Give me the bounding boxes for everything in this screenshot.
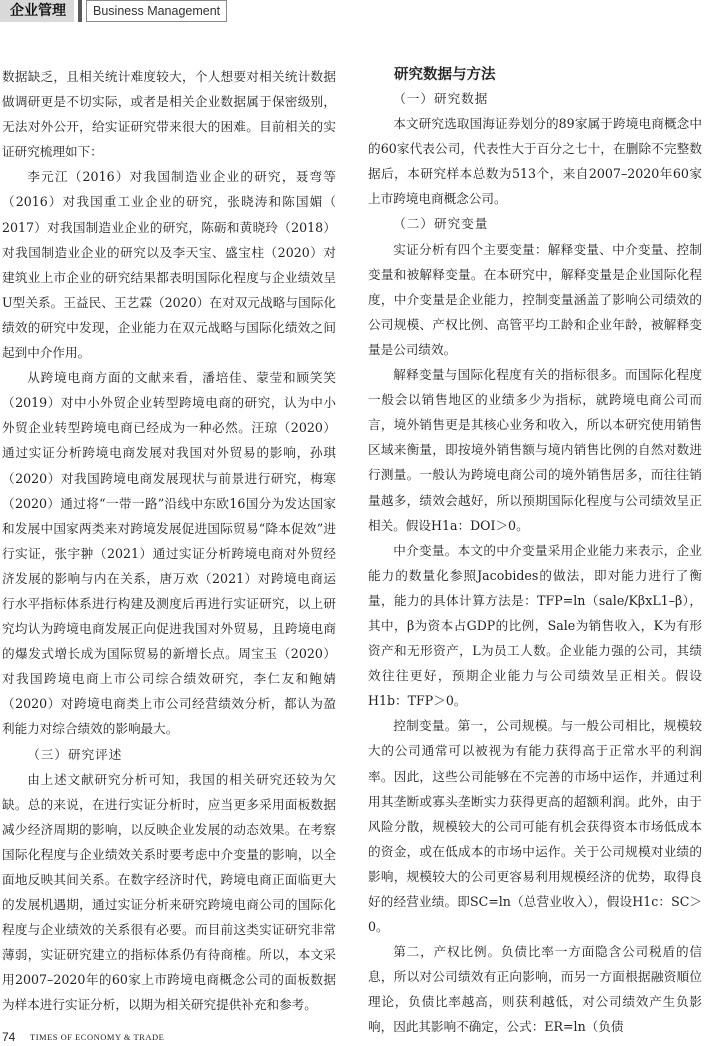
paragraph: 中介变量。本文的中介变量采用企业能力来表示，企业能力的数量化参照Jacobides的做法，即对能力进行了衡量，能力的具体计算方法是：TFP=ln（sale/KβxL1–β），其中，β为资本占GDP的比例，Sale为销售收入，K为有形资产和无形资产，L为员工人数。企业能力强的公司，其绩效往往更好，预期企业能力与公司绩效呈正相关。假设H1b：TFP＞0。 bbox=[368, 542, 702, 709]
paragraph: 数据缺乏，且相关统计难度较大，个人想要对相关统计数据做调研更是不切实际，或者是相关企业数据属于保密级别，无法对外公开，给实证研究带来很大的困难。目前相关的实证研究梳理如下： bbox=[2, 69, 336, 160]
subsection-heading: （一）研究数据 bbox=[393, 91, 489, 106]
subsection-heading: （三）研究评述 bbox=[27, 746, 123, 762]
paragraph: 从跨境电商方面的文献来看，潘培佳、蒙莹和顾笑笑（2019）对中小外贸企业转型跨境电商的研究，认为中小外贸企业转型跨境电商已经成为一种必然。汪琼（2020）通过实证分析跨境电商发展对我国对外贸易的影响，孙琪（2020）对我国跨境电商发展现状与前景进行研究，梅寒（2020）通过将“一带一路”沿线中东欧16国分为发达国家和发展中国家两类来对跨境发展促进国际贸易“降本促效”进行实证，张宇翀（2021）通过实证分析跨境电商对外贸经济发展的影响与内在关系，唐万欢（2021）对跨境电商运行水平指标体系进行构建及测度后再进行实证研究，以上研究均认为跨境电商发展正向促进我国对外贸易，且跨境电商的爆发式增长成为国际贸易的新增长点。周宝玉（2020）对我国跨境电商上市公司综合绩效研究，李仁友和鲍婧（2020）对跨境电商类上市公司经营绩效分析，都认为盈利能力对综合绩效的影响最大。 bbox=[2, 370, 336, 737]
paragraph: 实证分析有四个主要变量：解释变量、中介变量、控制变量和被解释变量。在本研究中，解释变量是企业国际化程度，中介变量是企业能力，控制变量涵盖了影响公司绩效的公司规模、产权比例、高管平均工龄和企业年龄，被解释变量是公司绩效。 bbox=[368, 241, 702, 357]
subsection-heading: （二）研究变量 bbox=[393, 216, 489, 232]
left-column bbox=[2, 64, 336, 1018]
paragraph: 李元江（2016）对我国制造业企业的研究，聂弯等（2016）对我国重工业企业的研究，张晓涛和陈国媚（ 2017）对我国制造业企业的研究，陈砺和黄晓玲（2018）对我国制造业企业的研究以及李天宝、盛宝柱（2020）对建筑业上市企业的研究结果都表明国际化程度与企业绩效呈U型关系。王益民、王艺霖（2020）在对双元战略与国际化绩效的研究中发现，企业能力在双元战略与国际化绩效之间起到中介作用。 bbox=[2, 169, 336, 361]
paragraph: 控制变量。第一，公司规模。与一般公司相比，规模较大的公司通常可以被视为有能力获得高于正常水平的利润率。因此，这些公司能够在不完善的市场中运作，并通过利用其垄断或寡头垄断实力获得更高的超额利润。此外，由于风险分散，规模较大的公司可能有机会获得资本市场低成本的资金，或在低成本的市场中运作。关于公司规模对业绩的影响，规模较大的公司更容易利用规模经济的优势，取得良好的经营业绩。即SC=ln（总营业收入），假设H1c：SC＞0。 bbox=[368, 718, 702, 935]
paragraph: 由上述文献研究分析可知，我国的相关研究还较为欠缺。总的来说，在进行实证分析时，应当更多采用面板数据减少经济周期的影响，以反映企业发展的动态效果。在考察国际化程度与企业绩效关系时要考虑中介变量的影响，以全面地反映其间关系。在数字经济时代，跨境电商正面临更大的发展机遇期，通过实证分析来研究跨境电商公司的国际化程度与企业绩效的关系很有必要。而目前这类实证研究非常薄弱，实证研究建立的指标体系仍有待商榷。所以，本文采用2007–2020年的60家上市跨境电商概念公司的面板数据为样本进行实证分析，以期为相关研究提供补充和参考。 bbox=[2, 771, 336, 1013]
page-number: 74 bbox=[2, 1030, 16, 1044]
section-english-label: Business Management bbox=[86, 0, 227, 22]
paragraph: 本文研究选取国海证券划分的89家属于跨境电商概念中的60家代表公司，代表性大于百分之七十，在删除不完整数据后，本研究样本总数为513个，来自2007–2020年60家上市跨境电商概念公司。 bbox=[368, 116, 702, 207]
right-column bbox=[368, 64, 702, 1040]
section-tag: 企业管理 bbox=[0, 0, 74, 22]
paragraph: 解释变量与国际化程度有关的指标很多。而国际化程度一般会以销售地区的业绩多少为指标，就跨境电商公司而言，境外销售更是其核心业务和收入，所以本研究使用销售区域来衡量，即按境外销售额与境内销售比例的自然对数进行测量。一般认为跨境电商公司的境外销售居多，而往往销量越多，绩效会越好，所以预期国际化程度与公司绩效呈正相关。假设H1a：DOI＞0。 bbox=[368, 367, 702, 533]
header-divider bbox=[78, 0, 82, 22]
page-header bbox=[0, 0, 707, 24]
page-footer bbox=[0, 1028, 707, 1046]
section-heading: 研究数据与方法 bbox=[394, 67, 496, 83]
paragraph: 第二，产权比例。负债比率一方面隐含公司税盾的信息，所以对公司绩效有正向影响，而另一方面根据融资順位理论，负债比率越高，则获利越低，对公司绩效产生负影响，因此其影响不确定，公式：ER=ln（负债 bbox=[368, 944, 702, 1035]
journal-title: TIMES OF ECONOMY & TRADE bbox=[30, 1032, 165, 1042]
